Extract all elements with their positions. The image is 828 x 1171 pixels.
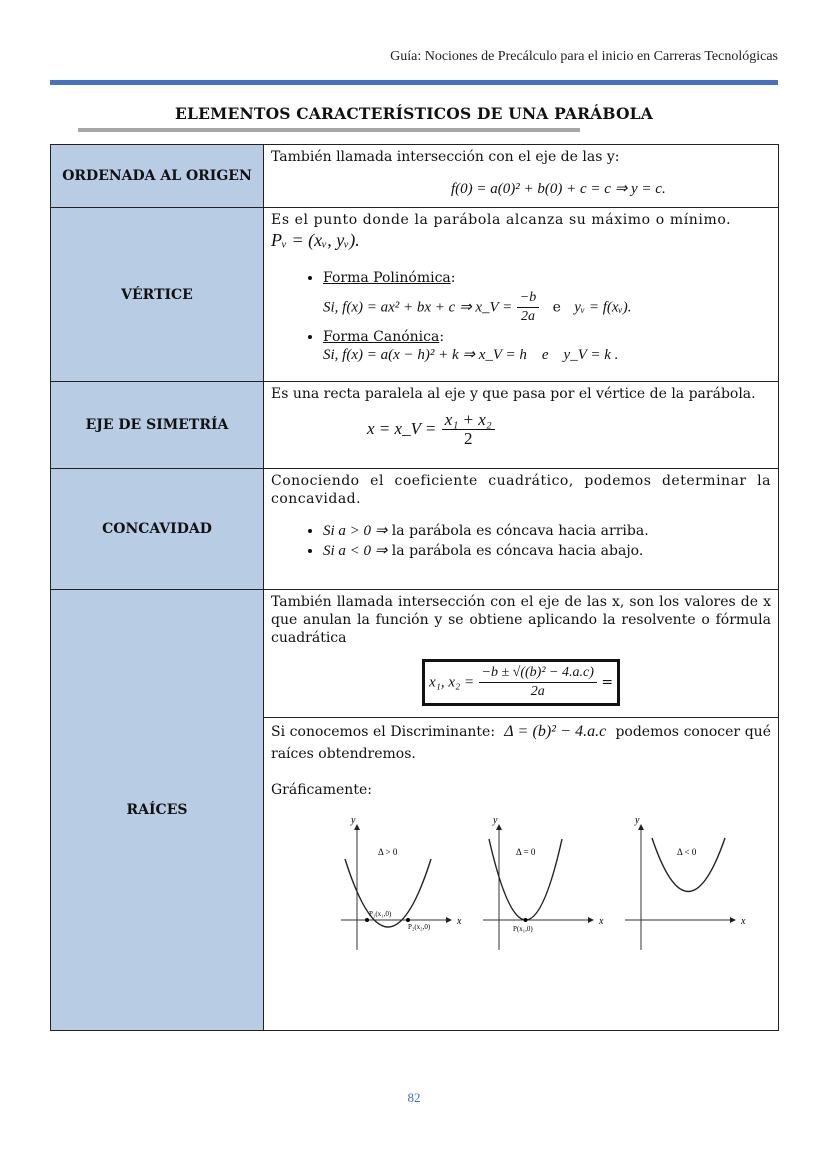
- vertice-text: Es el punto donde la parábola alcanza su máximo o mínimo.: [271, 212, 732, 228]
- discriminant-graphs: [271, 815, 771, 965]
- vertice-point: Pᵥ = (xᵥ, yᵥ).: [271, 230, 360, 250]
- row-raices: [51, 590, 779, 718]
- conjunction-e: e: [552, 299, 561, 316]
- equals-sign: =: [601, 674, 614, 691]
- page-title: ELEMENTOS CARACTERÍSTICOS DE UNA PARÁBOLA: [174, 104, 654, 123]
- delta-condition: Δ > 0: [378, 847, 398, 857]
- roots-left: x₁, x₂ =: [428, 674, 475, 691]
- yv-formula: yᵥ = f(xᵥ).: [574, 299, 632, 316]
- quadratic-formula-box: [422, 659, 620, 706]
- concavity-up-item: [323, 522, 771, 540]
- concavity-down-text: la parábola es cóncava hacia abajo.: [387, 543, 644, 559]
- cell-concavidad: [264, 469, 779, 590]
- page-number: 82: [407, 1090, 421, 1105]
- graphically-label: Gráficamente:: [271, 782, 372, 798]
- label-concavidad: CONCAVIDAD: [51, 469, 264, 590]
- parabola-elements-table: [50, 144, 779, 1031]
- graph-delta-positive: [341, 815, 462, 950]
- label-eje: EJE DE SIMETRÍA: [51, 382, 264, 469]
- y-axis-label: y: [351, 815, 356, 826]
- eje-text: Es una recta paralela al eje y que pasa por el vértice de la parábola.: [271, 386, 756, 402]
- delta-condition: Δ = 0: [516, 847, 536, 857]
- cond-a-negative: Si a < 0 ⇒: [323, 543, 388, 559]
- disc-text: Si conocemos el Discriminante:: [271, 724, 496, 740]
- header-rule: [50, 80, 778, 85]
- tangent-point: P(x₁,0): [513, 925, 533, 933]
- x-axis-label: x: [457, 916, 462, 927]
- label-ordenada: ORDENADA AL ORIGEN: [51, 145, 264, 208]
- row-ordenada: [51, 145, 779, 208]
- concavidad-text: Conociendo el coeficiente cuadrático, podemos determinar la concavidad.: [271, 473, 771, 507]
- xv-fraction: [517, 289, 539, 326]
- cell-ordenada: [264, 145, 779, 208]
- graph-delta-zero: [483, 815, 604, 950]
- cell-eje: [264, 382, 779, 469]
- eje-formula-left: x = x_V =: [367, 419, 437, 438]
- y-axis-label: y: [635, 815, 640, 826]
- disc-text-2: podemos conocer qué raíces obtendremos.: [271, 724, 771, 762]
- y-axis-label: y: [493, 815, 498, 826]
- concavity-down-item: [323, 542, 771, 560]
- cond-a-positive: Si a > 0 ⇒: [323, 523, 388, 539]
- canon-form-item: • Forma Canónica: Si, f(x) = a(x − h)² + k ⇒ x_V = h e y_V = k .: [323, 328, 771, 364]
- label-raices: RAÍCES: [51, 590, 264, 1031]
- row-vertice: [51, 208, 779, 382]
- poly-form-item: • Forma Polinómica: Si, f(x) = ax² + bx + c ⇒ x_V = $\frac{-b}{2a}$ e yᵥ = f(xᵥ).: [323, 269, 771, 326]
- eje-denominator: 2: [463, 429, 473, 448]
- quadratic-fraction: [479, 664, 597, 701]
- eje-fraction: [442, 411, 495, 448]
- graph-delta-negative: [625, 815, 746, 950]
- poly-formula-left: Si, f(x) = ax² + bx + c ⇒ x_V =: [323, 299, 513, 316]
- concavity-up-text: la parábola es cóncava hacia arriba.: [387, 523, 649, 539]
- xv-denominator: 2a: [520, 309, 535, 324]
- xv-numerator: −b: [517, 289, 539, 308]
- cell-vertice: [264, 208, 779, 382]
- x-axis-label: x: [599, 916, 604, 927]
- cell-raices-graphs: [264, 718, 779, 1031]
- root-point-1: P₁(x₁,0): [369, 910, 392, 918]
- row-eje: [51, 382, 779, 469]
- raices-text: También llamada intersección con el eje de las x, son los valores de x que anulan la función y se obtiene aplicando la resolvente o fórmula cuadrática: [271, 594, 771, 646]
- quadratic-denominator: 2a: [530, 684, 545, 699]
- label-vertice: VÉRTICE: [51, 208, 264, 382]
- delta-condition: Δ < 0: [677, 847, 697, 857]
- row-concavidad: [51, 469, 779, 590]
- ordenada-formula: f(0) = a(0)² + b(0) + c = c ⇒ y = c.: [451, 181, 666, 197]
- canon-form-label: Forma Canónica: [323, 329, 440, 345]
- x-axis-label: x: [741, 916, 746, 927]
- root-point-2: P₂(x₂,0): [408, 923, 431, 931]
- poly-form-label: Forma Polinómica: [323, 270, 451, 286]
- quadratic-numerator: −b ± √((b)² − 4.a.c): [479, 664, 597, 683]
- title-underline: [78, 128, 580, 132]
- eje-numerator: x₁ + x₂: [442, 411, 495, 430]
- canon-formula: Si, f(x) = a(x − h)² + k ⇒ x_V = h e y_V = k .: [323, 347, 619, 363]
- ordenada-text: También llamada intersección con el eje de las y:: [271, 149, 620, 165]
- running-header: Guía: Nociones de Precálculo para el inicio en Carreras Tecnológicas: [390, 49, 778, 64]
- cell-raices-formula: [264, 590, 779, 718]
- discriminant-formula: Δ = (b)² − 4.a.c: [504, 723, 607, 740]
